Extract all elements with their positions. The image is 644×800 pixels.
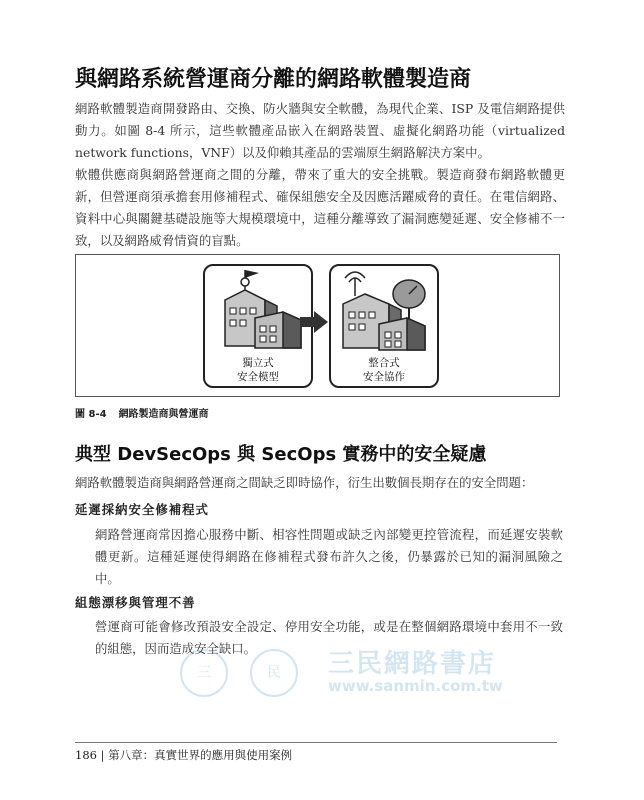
figure-8-4 bbox=[75, 254, 560, 397]
building-with-flag-icon bbox=[205, 266, 311, 356]
separation-paragraph: 軟體供應商與網路營運商之間的分離，帶來了重大的安全挑戰。製造商發布網路軟體更新，但營運商須承擔套用修補程式、確保組態安全及因應活躍威脅的責任。在電信網路、資料中心與關鍵基礎設施等大規模環境中，這種分離導致了漏洞應變延遲、安全修補不一致，以及網路威脅情資的盲點。 bbox=[75, 167, 565, 248]
standalone-security-card bbox=[203, 264, 313, 388]
watermark-circle: 民 bbox=[250, 649, 298, 697]
card-label: 整合式 安全協作 bbox=[363, 357, 405, 383]
integrated-security-card bbox=[329, 264, 439, 388]
right-arrow-icon bbox=[300, 311, 328, 333]
page-footer: 186 | 第八章：真實世界的應用與使用案例 bbox=[75, 748, 293, 762]
watermark-name: 三民網路書店 bbox=[328, 649, 497, 679]
term-definition: 網路營運商常因擔心服務中斷、相容性問題或缺乏內部變更控管流程，而延遲安裝軟體更新。這種延遲使得網路在修補程式發布許久之後，仍暴露於已知的漏洞風險之中。 bbox=[95, 527, 563, 586]
card-label: 獨立式 安全模型 bbox=[237, 357, 279, 383]
issues-intro: 網路軟體製造商與網路營運商之間缺乏即時協作，衍生出數個長期存在的安全問題： bbox=[75, 475, 534, 490]
figure-caption: 圖 8-4 網路製造商與營運商 bbox=[75, 409, 209, 420]
section-title: 與網路系統營運商分離的網路軟體製造商 bbox=[75, 67, 472, 92]
watermark-url: www.sanmin.com.tw bbox=[328, 677, 503, 695]
section-subtitle: 典型 DevSecOps 與 SecOps 實務中的安全疑慮 bbox=[75, 444, 487, 465]
watermark-circle: 三 bbox=[180, 649, 228, 697]
building-with-satellite-icon bbox=[331, 266, 437, 356]
intro-paragraph: 網路軟體製造商開發路由、交換、防火牆與安全軟體，為現代企業、ISP 及電信網路提供動力。如圖 8-4 所示，這些軟體產品嵌入在網路裝置、虛擬化網路功能（virtualized network functions，VNF）以及仰賴其產品的雲端原生網路解決方案中。 bbox=[75, 101, 565, 160]
term-heading: 組態漂移與管理不善 bbox=[75, 595, 196, 610]
term-heading: 延遲採納安全修補程式 bbox=[75, 502, 209, 517]
footer-divider bbox=[75, 742, 557, 743]
term-definition: 營運商可能會修改預設安全設定、停用安全功能，或是在整個網路環境中套用不一致的組態，因而造成安全缺口。 bbox=[95, 619, 563, 656]
